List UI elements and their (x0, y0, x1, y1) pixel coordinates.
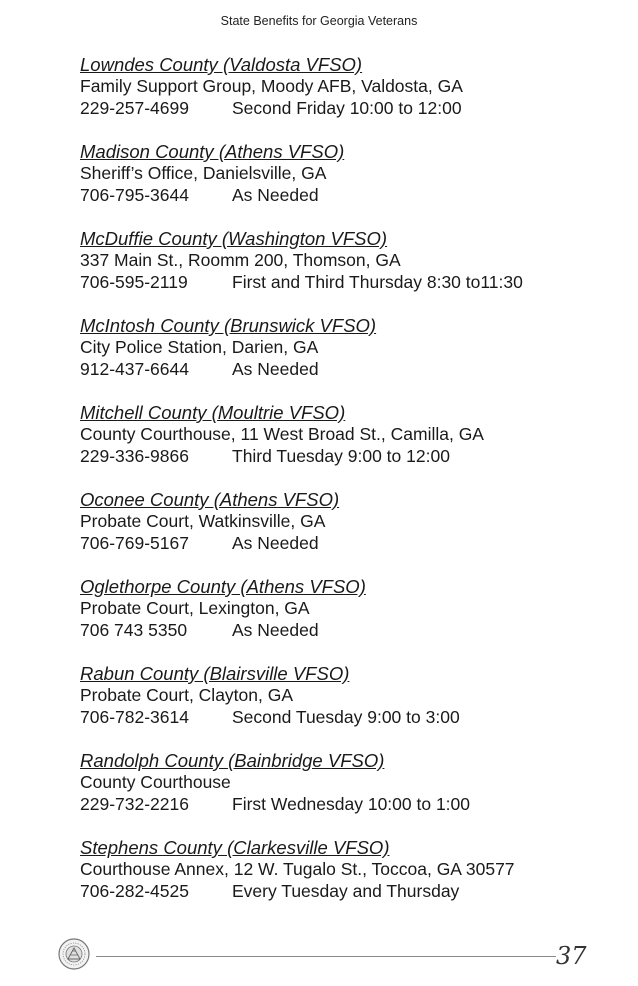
county-office-title: Rabun County (Blairsville VFSO) (80, 663, 350, 684)
running-header: State Benefits for Georgia Veterans (220, 14, 418, 28)
county-office-entry (80, 54, 620, 141)
county-office-hours: As Needed (232, 185, 319, 205)
county-office-hours: As Needed (232, 533, 319, 553)
county-office-entry (80, 315, 620, 402)
county-office-address: Sheriff’s Office, Danielsville, GA (80, 163, 327, 183)
county-office-hours: First Wednesday 10:00 to 1:00 (232, 794, 471, 814)
contact-row (80, 793, 620, 815)
county-office-hours: First and Third Thursday 8:30 to11:30 (232, 272, 523, 292)
county-office-phone: 229-336-9866 (80, 446, 189, 466)
county-office-entry (80, 489, 620, 576)
county-office-hours: As Needed (232, 359, 319, 379)
county-office-address: Courthouse Annex, 12 W. Tugalo St., Toccoa, GA 30577 (80, 859, 515, 879)
contact-row (80, 880, 620, 902)
county-office-title: Lowndes County (Valdosta VFSO) (80, 54, 363, 75)
county-office-title: Mitchell County (Moultrie VFSO) (80, 402, 346, 423)
county-office-address: Probate Court, Clayton, GA (80, 685, 294, 705)
county-office-title: Oconee County (Athens VFSO) (80, 489, 340, 510)
county-office-entry (80, 402, 620, 489)
county-office-address: County Courthouse, 11 West Broad St., Camilla, GA (80, 424, 484, 444)
contact-row (80, 358, 620, 380)
county-office-title: Randolph County (Bainbridge VFSO) (80, 750, 385, 771)
county-office-list (80, 54, 620, 924)
page-number: 37 (556, 942, 587, 970)
county-office-phone: 706-782-3614 (80, 707, 189, 727)
county-office-hours: Every Tuesday and Thursday (232, 881, 460, 901)
county-office-phone: 229-732-2216 (80, 794, 189, 814)
county-office-hours: Second Tuesday 9:00 to 3:00 (232, 707, 460, 727)
contact-row (80, 271, 620, 293)
county-office-phone: 706-795-3644 (80, 185, 189, 205)
county-office-hours: Second Friday 10:00 to 12:00 (232, 98, 462, 118)
county-office-address: 337 Main St., Roomm 200, Thomson, GA (80, 250, 401, 270)
county-office-phone: 912-437-6644 (80, 359, 189, 379)
georgia-state-seal-icon (58, 938, 90, 970)
county-office-title: McIntosh County (Brunswick VFSO) (80, 315, 377, 336)
contact-row (80, 184, 620, 206)
county-office-title: Madison County (Athens VFSO) (80, 141, 345, 162)
county-office-phone: 706-769-5167 (80, 533, 189, 553)
county-office-address: Probate Court, Lexington, GA (80, 598, 310, 618)
contact-row (80, 445, 620, 467)
county-office-entry (80, 576, 620, 663)
county-office-address: Family Support Group, Moody AFB, Valdosta, GA (80, 76, 463, 96)
county-office-address: County Courthouse (80, 772, 231, 792)
county-office-entry (80, 141, 620, 228)
county-office-entry (80, 228, 620, 315)
county-office-hours: As Needed (232, 620, 319, 640)
footer-divider (96, 956, 556, 957)
county-office-title: Oglethorpe County (Athens VFSO) (80, 576, 366, 597)
county-office-address: City Police Station, Darien, GA (80, 337, 319, 357)
county-office-address: Probate Court, Watkinsville, GA (80, 511, 326, 531)
county-office-phone: 706-282-4525 (80, 881, 189, 901)
county-office-entry (80, 750, 620, 837)
contact-row (80, 619, 620, 641)
county-office-entry (80, 663, 620, 750)
contact-row (80, 532, 620, 554)
county-office-hours: Third Tuesday 9:00 to 12:00 (232, 446, 450, 466)
county-office-phone: 706-595-2119 (80, 272, 188, 292)
contact-row (80, 706, 620, 728)
county-office-entry (80, 837, 620, 924)
page-footer (58, 938, 598, 974)
county-office-title: McDuffie County (Washington VFSO) (80, 228, 388, 249)
contact-row (80, 97, 620, 119)
county-office-title: Stephens County (Clarkesville VFSO) (80, 837, 390, 858)
county-office-phone: 229-257-4699 (80, 98, 189, 118)
county-office-phone: 706 743 5350 (80, 620, 188, 640)
